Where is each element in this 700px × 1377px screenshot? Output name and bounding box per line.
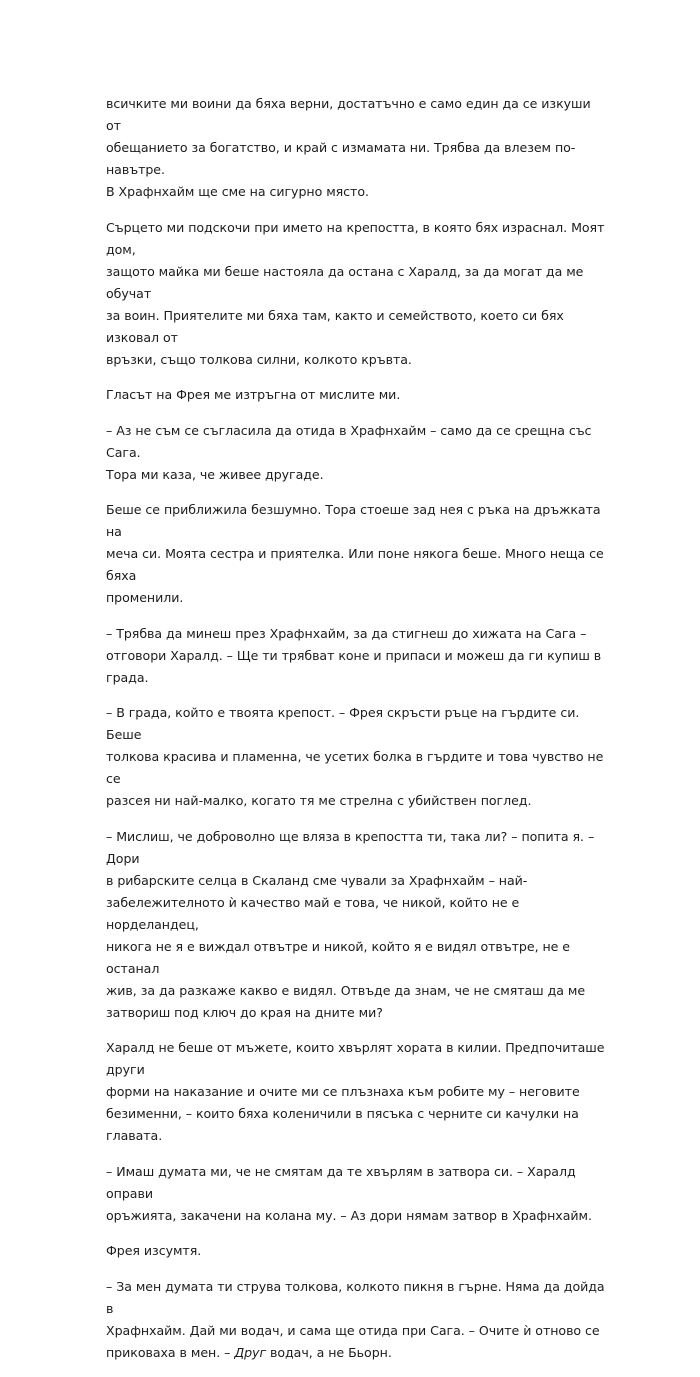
text-line: в рибарските селца в Скаланд сме чували за Храфнхайм – най-	[106, 872, 528, 888]
text-line: забележителното ѝ качество май е това, че никой, който не е норделандец,	[106, 894, 520, 932]
text-line: затвориш под ключ до края на дните ми?	[106, 1004, 383, 1020]
text-line: – Трябва да минеш през Храфнхайм, за да стигнеш до хижата на Сага –	[106, 625, 587, 641]
text-line: Харалд не беше от мъжете, които хвърлят хората в килии. Предпочиташе други	[106, 1040, 605, 1077]
text-line: – В града, който е твоята крепост. – Фрея скръсти ръце на гърдите си. Беше	[106, 705, 580, 742]
text-line: обещанието за богатство, и край с измамата ни. Трябва да влезем по-навътре.	[106, 140, 576, 177]
text-line: В Храфнхайм ще сме на сигурно място.	[106, 184, 369, 199]
text-line: меча си. Моята сестра и приятелка. Или поне някога беше. Много неща се бяха	[106, 546, 604, 583]
text-line: Храфнхайм. Дай ми водач, и сама ще отида при Сага. – Очите ѝ отново се	[106, 1322, 600, 1338]
text-line: – За мен думата ти струва толкова, колкото пикня в гърне. Няма да дойда в	[106, 1278, 605, 1316]
paragraph	[106, 1276, 606, 1364]
text-line: за воин. Приятелите ми бяха там, както и семейството, което си бях изковал от	[106, 307, 564, 345]
paragraph	[106, 93, 606, 203]
paragraph	[106, 420, 606, 486]
text-line: Гласът на Фрея ме изтръгна от мислите ми.	[106, 387, 401, 402]
text-line-start: приковаха в мен. –	[106, 1344, 235, 1360]
paragraph	[106, 826, 606, 1024]
text-line: – Аз не съм се съгласила да отида в Храфнхайм – само да се срещна със Сага.	[106, 422, 592, 460]
paragraph	[106, 1240, 606, 1262]
text-line: отговори Харалд. – Ще ти трябват коне и припаси и можеш да ги купиш в	[106, 647, 602, 663]
text-line: – Мислиш, че доброволно ще вляза в крепостта ти, така ли? – попита я. – Дори	[106, 828, 595, 866]
text-line: никога не я е виждал отвътре и никой, който я е видял отвътре, не е останал	[106, 938, 571, 976]
text-line-end: водач, а не Бьорн.	[266, 1344, 392, 1360]
text-line: всичките ми воини да бяха верни, достатъчно е само един да се изкуши от	[106, 96, 591, 133]
paragraph	[106, 702, 606, 812]
paragraph	[106, 384, 606, 406]
text-line: жив, за да разкаже какво е видял. Отвъде да знам, че не смяташ да ме	[106, 982, 586, 998]
text-line: оръжията, закачени на колана му. – Аз дори нямам затвор в Храфнхайм.	[106, 1207, 592, 1223]
text-line: форми на наказание и очите ми се плъзнаха към робите му – неговите	[106, 1084, 580, 1099]
text-line: толкова красива и пламенна, че усетих болка в гърдите и това чувство не се	[106, 749, 604, 786]
paragraph	[106, 1037, 606, 1147]
text-line: града.	[106, 669, 149, 685]
text-line: връзки, също толкова силни, колкото кръвта.	[106, 351, 412, 367]
paragraph	[106, 623, 606, 689]
text-line: Тора ми каза, че живее другаде.	[106, 466, 324, 482]
italic-word: Друг	[234, 1344, 267, 1360]
document-body	[106, 93, 606, 1377]
paragraph	[106, 499, 606, 609]
paragraph	[106, 217, 606, 371]
paragraph	[106, 1161, 606, 1227]
text-line: защото майка ми беше настояла да остана с Харалд, за да могат да ме обучат	[106, 263, 584, 301]
text-line: – Имаш думата ми, че не смятам да те хвърлям в затвора си. – Харалд оправи	[106, 1163, 576, 1201]
text-line: безименни, – които бяха коленичили в пясъка с черните си качулки на главата.	[106, 1106, 579, 1143]
text-line: Беше се приближила безшумно. Тора стоеше зад нея с ръка на дръжката на	[106, 502, 601, 539]
text-line: разсея ни най-малко, когато тя ме стрелна с убийствен поглед.	[106, 793, 532, 808]
text-line: Фрея изсумтя.	[106, 1243, 202, 1258]
text-line: Сърцето ми подскочи при името на крепостта, в която бях израснал. Моят дом,	[106, 219, 605, 257]
text-line: променили.	[106, 590, 184, 605]
